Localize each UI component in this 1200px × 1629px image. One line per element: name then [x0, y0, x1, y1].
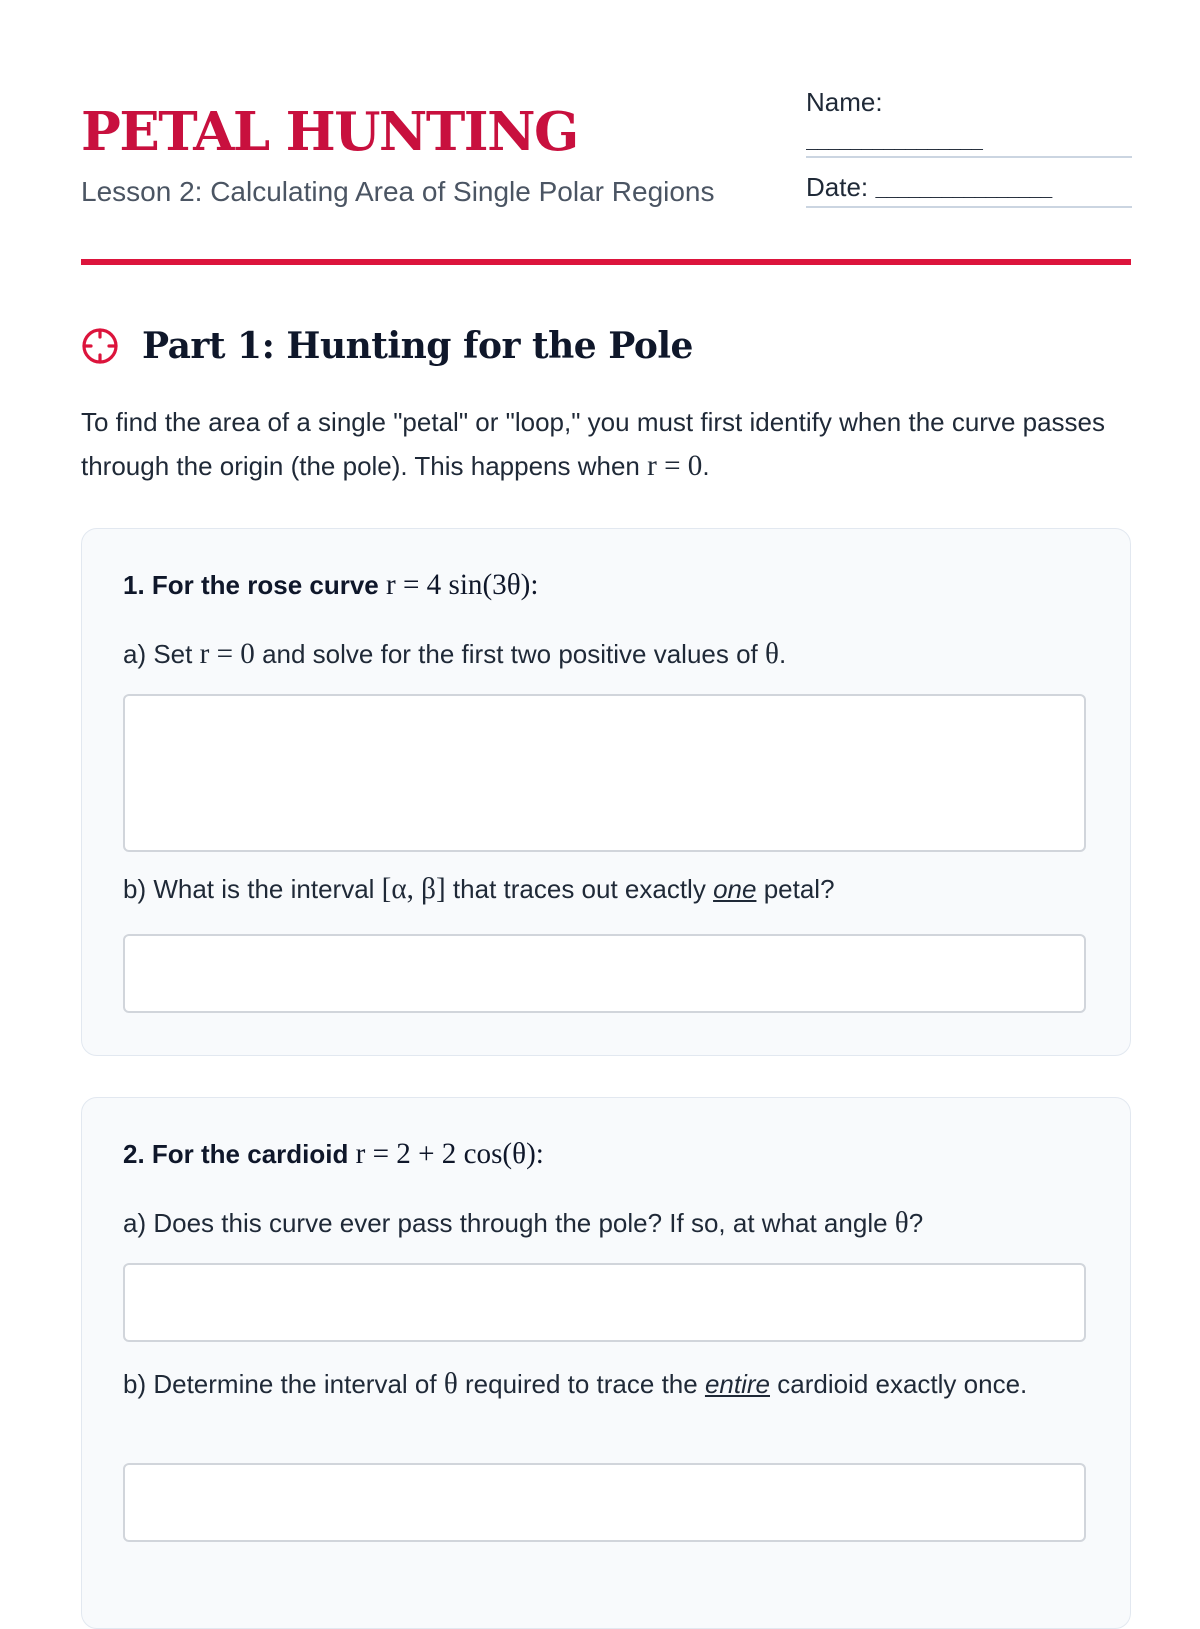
header-divider [81, 259, 1131, 265]
problem-1b-end: petal? [763, 874, 835, 904]
problem-1b-middle: that traces out exactly [452, 874, 706, 904]
problem-2-title-end: : [535, 1138, 544, 1170]
problem-1-title-end: : [530, 569, 539, 601]
worksheet-header [81, 84, 1131, 267]
problem-1b-answer-box[interactable] [123, 934, 1086, 1013]
problem-2a-prefix: a) Does this curve ever pass through the pole? If so, at what angle [123, 1208, 888, 1238]
problem-2-card [81, 1097, 1131, 1629]
problem-1b-question [123, 869, 1089, 909]
name-field[interactable]: ________________ [806, 132, 1132, 158]
problem-2a-question [123, 1203, 1089, 1243]
problem-2b-question [123, 1364, 1089, 1404]
problem-2b-end: cardioid exactly once. [777, 1369, 1028, 1399]
part-1-intro [81, 400, 1131, 488]
date-field[interactable] [806, 172, 1132, 208]
problem-2b-prefix: b) Determine the interval of [123, 1369, 437, 1399]
problem-1a-middle: and solve for the first two positive values of [262, 639, 758, 669]
worksheet-subtitle: Lesson 2: Calculating Area of Single Polar Regions [81, 176, 715, 207]
problem-2b-theta: θ [443, 1368, 458, 1400]
problem-2b-answer-box[interactable] [123, 1463, 1086, 1542]
problem-2a-theta: θ [894, 1207, 909, 1239]
problem-1a-answer-box[interactable] [123, 694, 1086, 852]
intro-end: . [702, 451, 710, 481]
problem-2a-end: ? [908, 1208, 924, 1238]
problem-2-title-text: 2. For the cardioid [123, 1139, 349, 1169]
problem-1a-theta: θ [765, 638, 779, 670]
crosshair-icon [81, 327, 119, 365]
problem-1a-question [123, 634, 1089, 674]
problem-1-title-text: 1. For the rose curve [123, 570, 379, 600]
problem-1b-emphasis: one [713, 874, 757, 904]
problem-1-title [123, 569, 538, 602]
date-label: Date: [806, 172, 869, 202]
worksheet-title: PETAL HUNTING [81, 101, 578, 163]
problem-2b-emphasis: entire [704, 1369, 770, 1399]
part-1-heading [81, 322, 693, 370]
date-blank: ________________ [875, 180, 1052, 203]
problem-2b-middle: required to trace the [465, 1369, 698, 1399]
name-label: Name: [806, 87, 883, 117]
problem-1b-prefix: b) What is the interval [123, 874, 375, 904]
problem-1b-math: [α, β] [381, 873, 446, 905]
problem-2-title [123, 1138, 544, 1171]
problem-1-card [81, 528, 1131, 1056]
part-1-title: Part 1: Hunting for the Pole [142, 325, 693, 367]
problem-1a-prefix: a) Set [123, 639, 193, 669]
problem-1a-math: r = 0 [199, 638, 255, 670]
problem-1-equation: r = 4 sin(3θ) [386, 569, 531, 601]
student-info [806, 84, 1132, 208]
problem-2a-answer-box[interactable] [123, 1263, 1086, 1342]
problem-1a-end: . [778, 639, 787, 669]
intro-text: To find the area of a single "petal" or "loop," you must first identify when the curve passes through the origin (the pole). This happens when [81, 407, 1106, 481]
intro-math: r = 0 [647, 450, 703, 482]
problem-2-equation: r = 2 + 2 cos(θ) [355, 1138, 536, 1170]
